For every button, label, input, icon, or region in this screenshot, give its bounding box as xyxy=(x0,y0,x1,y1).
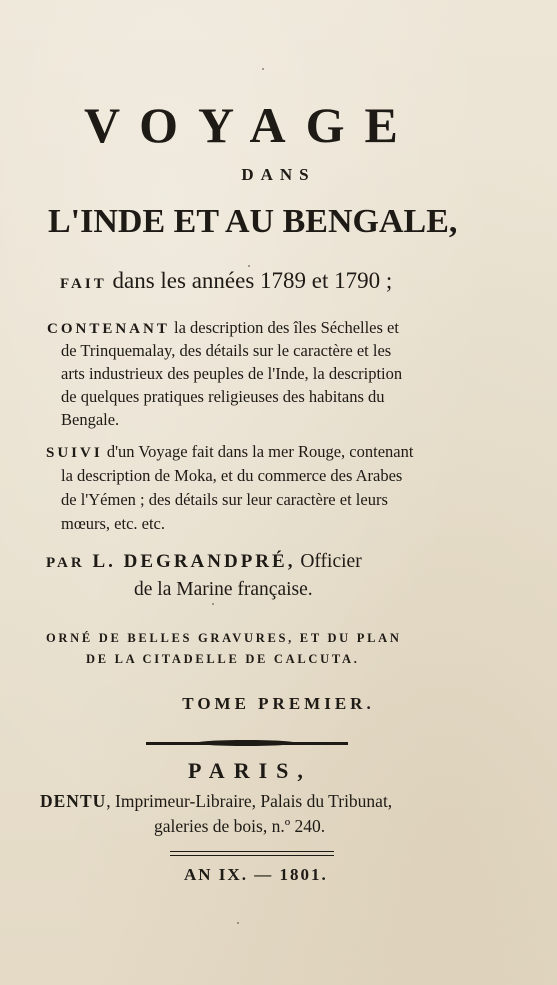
suivi-line-4: mœurs, etc. etc. xyxy=(61,514,166,533)
suivi-line-3: de l'Yémen ; des détails sur leur caractère et leurs xyxy=(61,490,388,509)
contenant-text-1: la description des îles Séchelles et xyxy=(169,318,399,337)
paper-speck xyxy=(237,922,239,924)
imprint-publisher-line xyxy=(40,791,392,812)
title-dans: DANS xyxy=(241,165,316,184)
double-rule-bottom xyxy=(170,855,334,856)
contenant-line-5: Bengale. xyxy=(61,410,120,429)
title-inde-bengale: L'INDE ET AU BENGALE, xyxy=(48,203,458,240)
paper-speck xyxy=(212,603,214,605)
contenant-line-2: de Trinquemalay, des détails sur le caractère et les xyxy=(61,341,392,360)
title-voyage: VOYAGE xyxy=(84,97,418,153)
orne-line-2: DE LA CITADELLE DE CALCUTA. xyxy=(86,652,360,666)
imprint-date: AN IX. — 1801. xyxy=(184,865,328,884)
ornamental-rule-swell xyxy=(196,740,296,746)
paper-speck xyxy=(248,265,250,267)
imprint-publisher: DENTU xyxy=(40,791,107,811)
contenant-line-3: arts industrieux des peuples de l'Inde, la description xyxy=(61,364,403,383)
author-par: PAR xyxy=(46,555,85,571)
paper-speck xyxy=(262,68,264,70)
suivi-lead: SUIVI xyxy=(46,445,103,461)
imprint-address: galeries de bois, n.º 240. xyxy=(154,816,326,836)
author-line-1 xyxy=(46,551,362,573)
double-rule-top xyxy=(170,851,334,852)
contenant-lead: CONTENANT xyxy=(47,321,170,337)
suivi-line-2: la description de Moka, et du commerce des Arabes xyxy=(61,466,403,485)
author-title-1: Officier xyxy=(295,551,362,572)
imprint-city: PARIS, xyxy=(188,758,312,783)
fait-rest: dans les années 1789 et 1790 ; xyxy=(106,268,393,293)
contenant-line-4: de quelques pratiques religieuses des habitans du xyxy=(61,387,385,406)
fait-line xyxy=(60,268,392,294)
imprint-publisher-rest: , Imprimeur-Libraire, Palais du Tribunat, xyxy=(106,791,393,811)
contenant-line-1 xyxy=(47,317,399,341)
tome-premier: TOME PREMIER. xyxy=(182,694,375,713)
author-name: L. DEGRANDPRÉ, xyxy=(84,551,296,572)
suivi-text-1: d'un Voyage fait dans la mer Rouge, contenant xyxy=(102,442,414,461)
orne-line-1: ORNÉ DE BELLES GRAVURES, ET DU PLAN xyxy=(46,631,402,645)
suivi-line-1 xyxy=(46,441,413,465)
author-line-2: de la Marine française. xyxy=(134,579,313,600)
fait-lead: FAIT xyxy=(60,276,107,292)
